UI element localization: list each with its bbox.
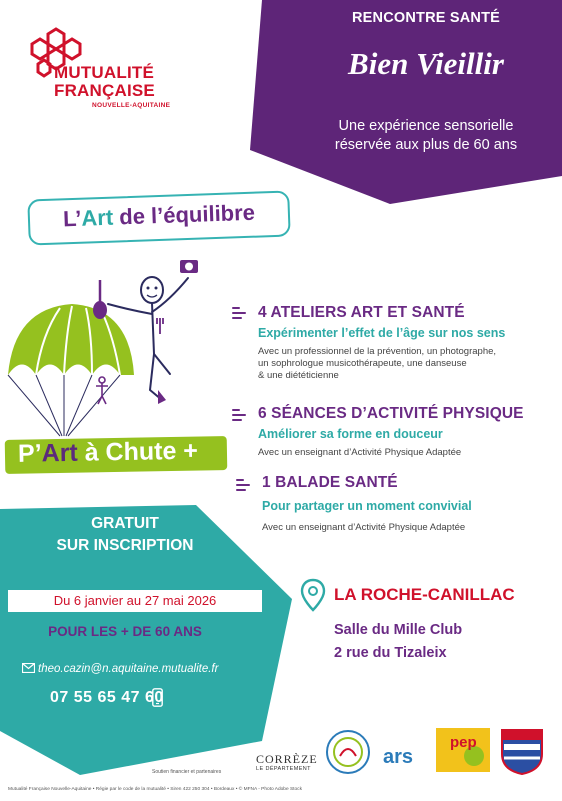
activity-title: 4 ATELIERS ART ET SANTÉ bbox=[258, 304, 465, 321]
project-name-part: à Chute + bbox=[77, 436, 199, 467]
program-title-accent: Art bbox=[80, 204, 114, 231]
registration-line: SUR INSCRIPTION bbox=[56, 537, 194, 554]
correze-logo: CORRÈZE bbox=[256, 752, 318, 766]
activity-subtitle: Expérimenter l’effet de l’âge sur nos sens bbox=[258, 326, 506, 340]
brand-region: NOUVELLE-AQUITAINE bbox=[92, 102, 171, 109]
project-name bbox=[18, 436, 228, 469]
registration-headline bbox=[0, 513, 250, 557]
brand-name-line2: FRANÇAISE bbox=[54, 81, 155, 100]
correze-logo-subtitle: LE DÉPARTEMENT bbox=[256, 766, 311, 772]
activity-bullet-icon bbox=[232, 307, 246, 322]
phone-icon bbox=[152, 688, 163, 707]
activity-description-line: Avec un enseignant d’Activité Physique Adaptée bbox=[258, 447, 462, 458]
event-kicker: RENCONTRE SANTÉ bbox=[351, 10, 500, 26]
activity-subtitle: Pour partager un moment convivial bbox=[262, 499, 472, 513]
venue-line: Salle du Mille Club bbox=[334, 622, 463, 638]
activity-bullet-icon bbox=[236, 479, 250, 494]
activity-description bbox=[258, 447, 461, 459]
program-dates: Du 6 janvier au 27 mai 2026 bbox=[53, 593, 217, 608]
registration-line: GRATUIT bbox=[91, 515, 159, 532]
activity-description bbox=[258, 346, 496, 382]
ars-logo: ars bbox=[383, 746, 414, 768]
parachute-illustration bbox=[0, 250, 240, 440]
activity-description-line: Avec un enseignant d’Activité Physique Adaptée bbox=[262, 522, 466, 533]
subtitle-line: Une expérience sensorielle bbox=[338, 118, 514, 134]
mutualite-logo bbox=[10, 14, 200, 124]
subtitle-line: réservée aux plus de 60 ans bbox=[334, 137, 518, 153]
activity-subtitle: Améliorer sa forme en douceur bbox=[258, 427, 443, 441]
contact-phone[interactable]: 07 55 65 47 60 bbox=[50, 689, 164, 706]
age-requirement: POUR LES + DE 60 ANS bbox=[48, 624, 202, 639]
partners-label: Soutien financier et partenaires bbox=[152, 769, 222, 775]
location-pin-icon bbox=[300, 578, 326, 612]
program-title-part: de l’équilibre bbox=[112, 199, 256, 230]
venue-line: 2 rue du Tizaleix bbox=[334, 645, 447, 661]
event-header bbox=[290, 0, 562, 180]
activity-description-line: un sophrologue musicothérapeute, une danseuse bbox=[258, 358, 467, 369]
pep-logo: pep bbox=[450, 734, 477, 751]
project-name-accent: Art bbox=[41, 438, 78, 468]
event-subtitle bbox=[290, 117, 562, 155]
activity-title: 6 SÉANCES D’ACTIVITÉ PHYSIQUE bbox=[258, 405, 524, 422]
brand-name-line1: MUTUALITÉ bbox=[54, 63, 155, 82]
event-title: Bien Vieillir bbox=[348, 46, 504, 81]
project-name-part: P’ bbox=[17, 439, 42, 468]
email-icon bbox=[22, 663, 35, 673]
event-venue bbox=[334, 619, 462, 665]
event-city: LA ROCHE-CANILLAC bbox=[334, 585, 515, 604]
activity-title: 1 BALADE SANTÉ bbox=[262, 474, 398, 491]
contact-email[interactable]: theo.cazin@n.aquitaine.mutualite.fr bbox=[38, 663, 219, 675]
program-title-part: L’ bbox=[62, 205, 82, 232]
activity-description-line: & une diététicienne bbox=[258, 370, 339, 381]
legal-notice: Mutualité Française Nouvelle-Aquitaine • Régie par le code de la mutualité • Siren 422 250 304 • Bordeaux • © MFNA - Photo Adobe Stock bbox=[8, 787, 302, 792]
city-coat-of-arms-icon bbox=[500, 728, 544, 776]
activity-description-line: Avec un professionnel de la prévention, un photographe, bbox=[258, 346, 497, 357]
activity-bullet-icon bbox=[232, 409, 246, 424]
partner-seal-logo bbox=[324, 728, 372, 776]
